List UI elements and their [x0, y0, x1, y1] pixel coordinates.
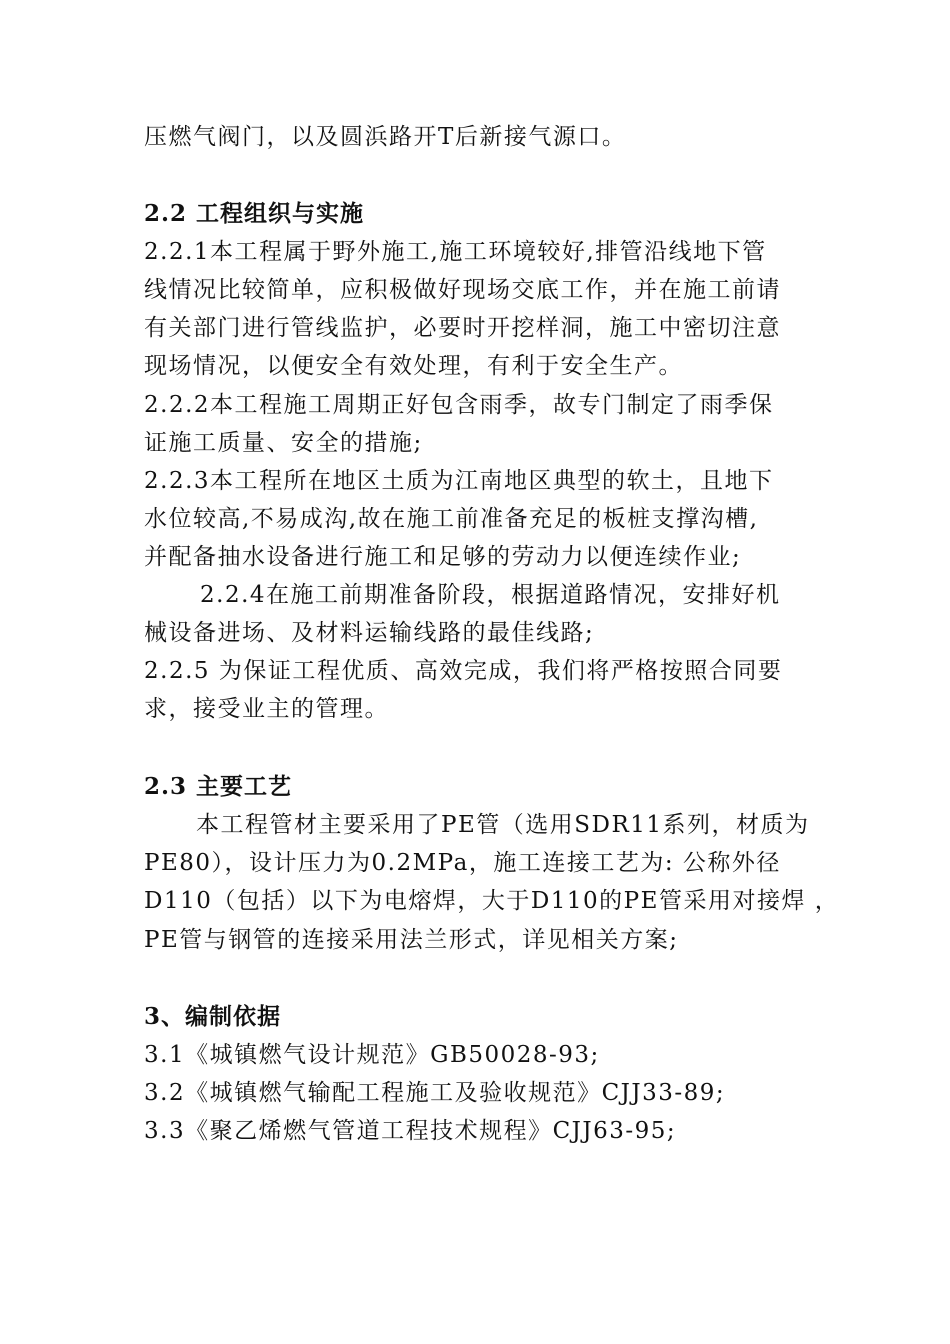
- paragraph-line: 2.2.5 为保证工程优质、高效完成，我们将严格按照合同要: [144, 658, 783, 684]
- paragraph-line: 2.2.4在施工前期准备阶段，根据道路情况，安排好机: [200, 582, 781, 608]
- reference-item: 3.1《城镇燃气设计规范》GB50028-93;: [144, 1042, 600, 1068]
- paragraph-line: 并配备抽水设备进行施工和足够的劳动力以便连续作业;: [144, 544, 742, 570]
- paragraph-line: 有关部门进行管线监护，必要时开挖样洞，施工中密切注意: [144, 315, 781, 341]
- paragraph-line: 械设备进场、及材料运输线路的最佳线路;: [144, 620, 595, 646]
- paragraph-line: 现场情况，以便安全有效处理，有利于安全生产。: [144, 353, 683, 379]
- paragraph-line: 求，接受业主的管理。: [144, 696, 389, 722]
- section-heading-2-2: 2.2 工程组织与实施: [144, 200, 365, 227]
- paragraph-line: PE管与钢管的连接采用法兰形式，详见相关方案;: [144, 927, 679, 953]
- paragraph-line: 压燃气阀门，以及圆浜路开T后新接气源口。: [144, 124, 627, 150]
- paragraph-line: 2.2.3本工程所在地区土质为江南地区典型的软土，且地下: [144, 468, 774, 494]
- reference-item: 3.3《聚乙烯燃气管道工程技术规程》CJJ63-95;: [144, 1118, 677, 1144]
- paragraph-line: D110（包括）以下为电熔焊，大于D110的PE管采用对接焊 ，: [144, 888, 840, 914]
- section-heading-2-3: 2.3 主要工艺: [144, 773, 293, 800]
- reference-item: 3.2《城镇燃气输配工程施工及验收规范》CJJ33-89;: [144, 1080, 726, 1106]
- paragraph-line: 2.2.2本工程施工周期正好包含雨季，故专门制定了雨季保: [144, 392, 774, 418]
- paragraph-line: 证施工质量、安全的措施;: [144, 430, 423, 456]
- paragraph-line: 线情况比较简单，应积极做好现场交底工作，并在施工前请: [144, 277, 781, 303]
- paragraph-line: PE80），设计压力为0.2MPa，施工连接工艺为: 公称外径: [144, 850, 781, 876]
- section-heading-3: 3、编制依据: [144, 1003, 282, 1030]
- paragraph-line: 本工程管材主要采用了PE管（选用SDR11系列，材质为: [196, 812, 810, 838]
- paragraph-line: 2.2.1本工程属于野外施工,施工环境较好,排管沿线地下管: [144, 239, 767, 265]
- paragraph-line: 水位较高,不易成沟,故在施工前准备充足的板桩支撑沟槽,: [144, 506, 759, 532]
